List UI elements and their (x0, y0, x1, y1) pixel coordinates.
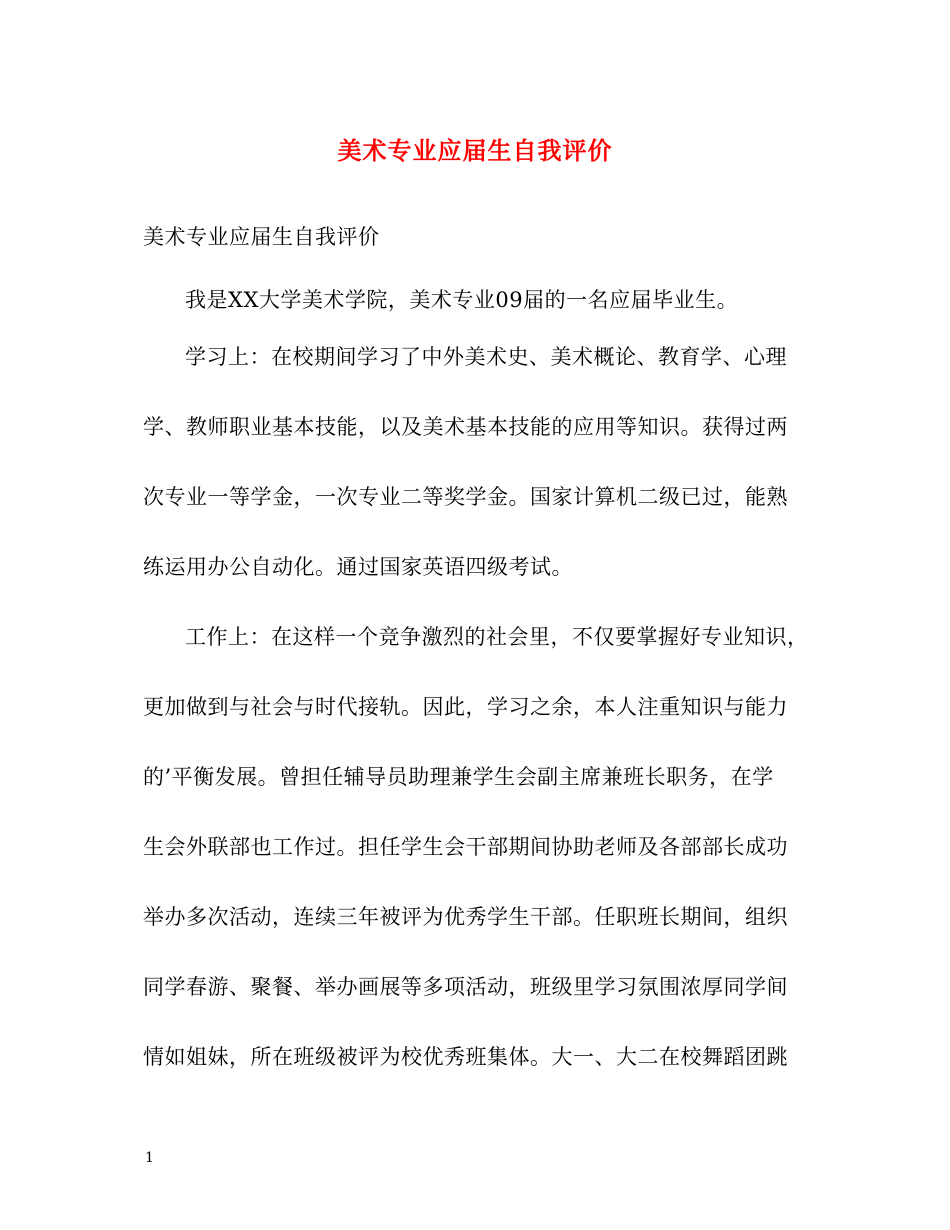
paragraph-line: 工作上：在这样一个竞争激烈的社会里，不仅要掌握好专业知识， (185, 625, 809, 649)
paragraph-line: 次专业一等学金，一次专业二等奖学金。国家计算机二级已过，能熟 (143, 485, 788, 509)
paragraph-line: 生会外联部也工作过。担任学生会干部期间协助老师及各部部长成功 (143, 835, 788, 859)
paragraph-line: 学习上：在校期间学习了中外美术史、美术概论、教育学、心理 (185, 345, 787, 369)
paragraph-line: 我是XX大学美术学院，美术专业09届的一名应届毕业生。 (185, 288, 739, 312)
paragraph-line: 更加做到与社会与时代接轨。因此，学习之余，本人注重知识与能力 (143, 695, 788, 719)
paragraph-line: 情如姐妹，所在班级被评为校优秀班集体。大一、大二在校舞蹈团跳 (143, 1045, 788, 1069)
paragraph-line: 学、教师职业基本技能，以及美术基本技能的应用等知识。获得过两 (143, 415, 788, 439)
paragraph-line: 举办多次活动，连续三年被评为优秀学生干部。任职班长期间，组织 (143, 905, 788, 929)
paragraph-line: 练运用办公自动化。通过国家英语四级考试。 (143, 555, 573, 579)
document-subtitle: 美术专业应届生自我评价 (143, 225, 380, 249)
document-title: 美术专业应届生自我评价 (337, 136, 613, 165)
paragraph-line: 的’平衡发展。曾担任辅导员助理兼学生会副主席兼班长职务，在学 (143, 765, 774, 789)
paragraph-line: 同学春游、聚餐、举办画展等多项活动，班级里学习氛围浓厚同学间 (143, 975, 788, 999)
page-number: 1 (145, 1150, 154, 1166)
